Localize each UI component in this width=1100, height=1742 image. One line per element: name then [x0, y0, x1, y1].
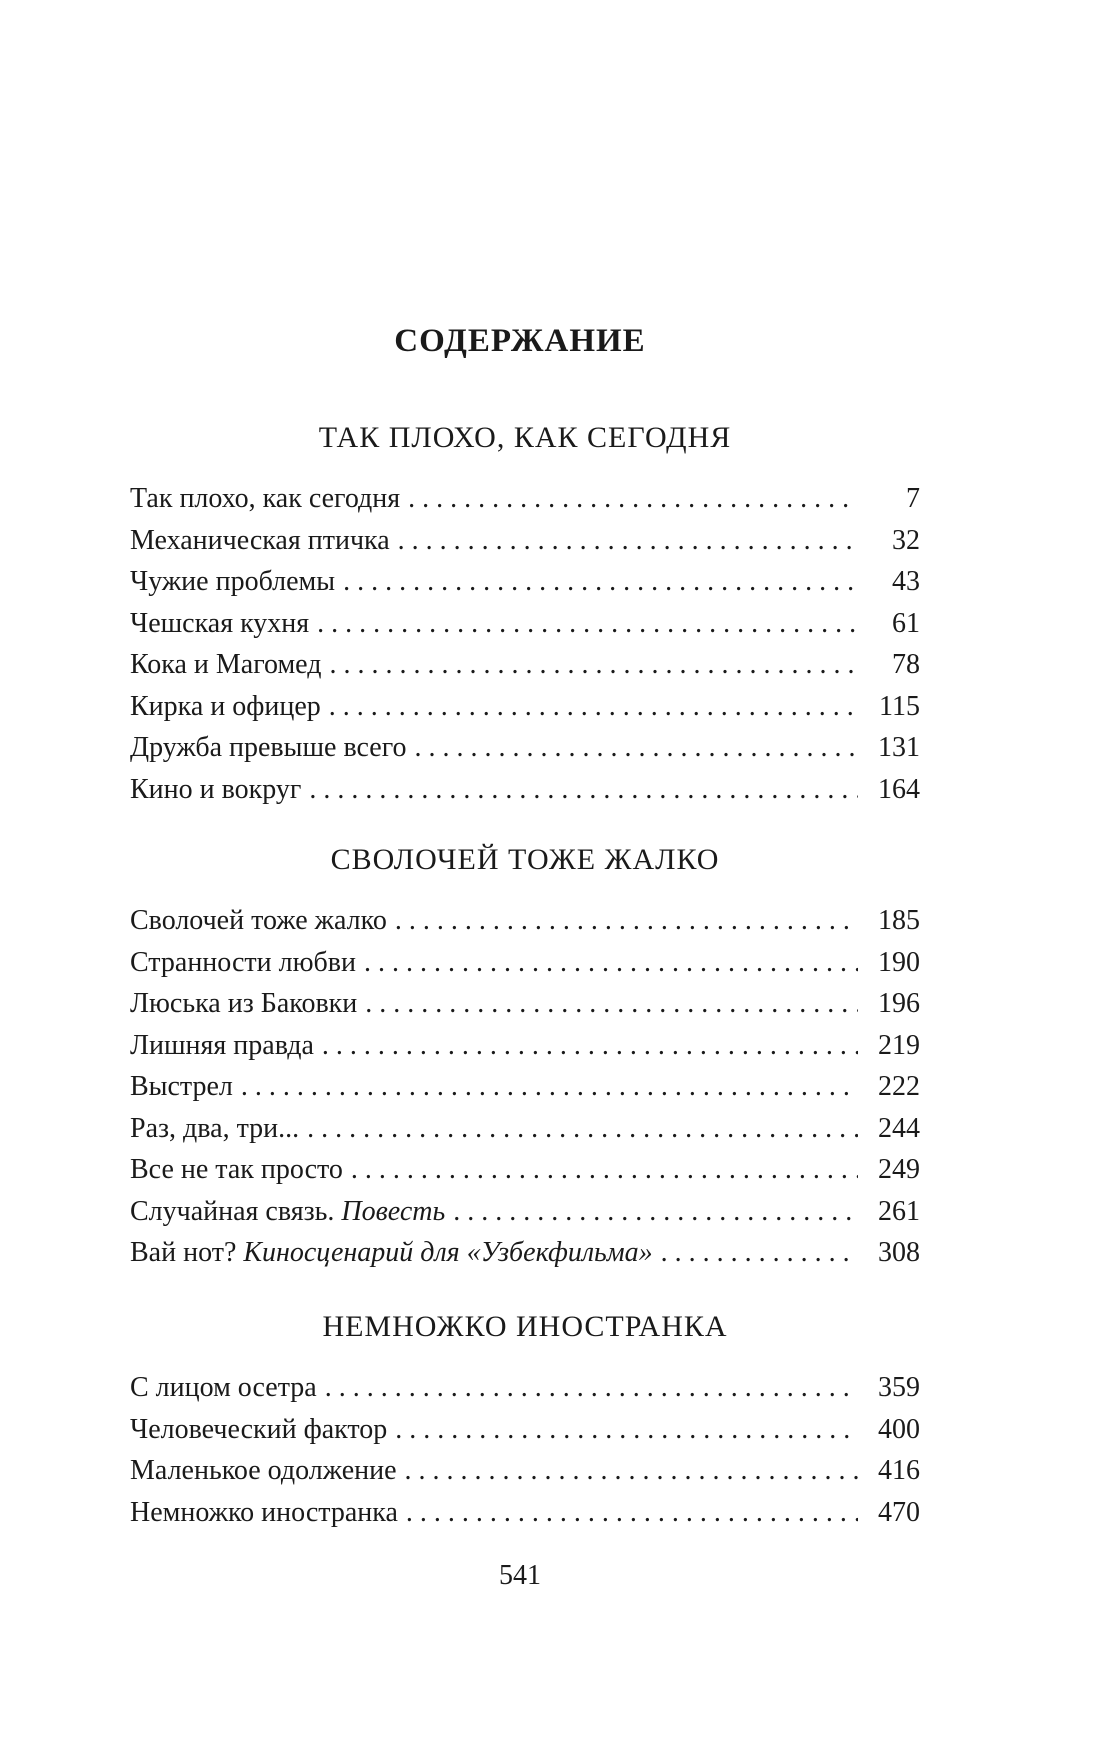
toc-entry-title: Лишняя правда	[130, 1029, 314, 1061]
toc-entry-genre-note: Киносценарий для «Узбекфильма»	[243, 1237, 653, 1268]
toc-entry-page: 261	[878, 1195, 920, 1227]
toc-entry-page: 61	[892, 607, 920, 639]
toc-entry	[130, 900, 920, 942]
toc-entry-title: Кино и вокруг	[130, 773, 302, 805]
toc-entry-title: Люська из Баковки	[130, 988, 358, 1019]
section-title: СВОЛОЧЕЙ ТОЖЕ ЖАЛКО	[330, 843, 720, 876]
toc-leader-dots	[241, 1066, 858, 1108]
toc-leader-dots	[343, 561, 858, 603]
toc-leader-dots	[325, 1367, 858, 1409]
toc-entry	[130, 769, 920, 811]
toc-leader-dots	[395, 900, 858, 942]
toc-entry	[130, 520, 920, 562]
toc-leader-dots	[317, 603, 858, 645]
toc-entry-title: Выстрел	[130, 1071, 233, 1102]
toc-entry	[130, 603, 920, 645]
toc-section-3	[130, 1307, 920, 1533]
toc-entry-page: 190	[878, 946, 920, 978]
section-title: ТАК ПЛОХО, КАК СЕГОДНЯ	[318, 421, 732, 454]
toc-entry-title: Человеческий фактор	[130, 1413, 388, 1445]
toc-entry-page: 359	[878, 1372, 920, 1403]
page-title: СОДЕРЖАНИЕ	[394, 323, 646, 359]
toc-entry	[130, 1025, 920, 1067]
toc-leader-dots	[364, 942, 858, 984]
toc-entry	[130, 1191, 920, 1233]
page-number: 541	[499, 1560, 541, 1591]
toc-entry-title: Дружба превыше всего	[130, 732, 407, 763]
toc-entry-title: Так плохо, как сегодня	[130, 483, 401, 514]
toc-entry-page: 249	[878, 1154, 920, 1185]
toc-entry-title: Вай нот? Киносценарий для «Узбекфильма»	[130, 1237, 653, 1268]
toc-entry-title: Немножко иностранка	[130, 1496, 398, 1528]
toc-leader-dots	[365, 983, 858, 1025]
toc-leader-dots	[415, 727, 859, 769]
toc-leader-dots	[309, 769, 858, 811]
toc-entry	[130, 1367, 920, 1409]
toc-entry-genre-note: Повесть	[341, 1195, 446, 1227]
toc-entry	[130, 1108, 920, 1150]
toc-entry-page: 470	[878, 1496, 920, 1528]
toc-entry-title: Кирка и офицер	[130, 690, 321, 722]
toc-section-2	[130, 840, 920, 1274]
toc-leader-dots	[398, 520, 858, 562]
toc-section-1	[130, 418, 920, 810]
toc-entry-title: Странности любви	[130, 946, 356, 978]
toc-entry-page: 244	[878, 1112, 920, 1144]
toc-entry-page: 43	[892, 566, 920, 597]
toc-entry-page: 164	[878, 773, 920, 805]
toc-entry	[130, 1409, 920, 1451]
toc-entry	[130, 983, 920, 1025]
toc-entry-page: 400	[878, 1413, 920, 1445]
toc-entry-page: 32	[892, 524, 920, 556]
toc-entry	[130, 1066, 920, 1108]
toc-entry-title: Все не так просто	[130, 1154, 343, 1185]
toc-leader-dots	[405, 1450, 858, 1492]
toc-leader-dots	[329, 644, 858, 686]
toc-entry-page: 222	[878, 1071, 920, 1102]
toc-entry-page: 196	[878, 988, 920, 1019]
toc-leader-dots	[406, 1492, 858, 1534]
toc-entry-page: 416	[878, 1455, 920, 1486]
toc-leader-dots	[395, 1409, 858, 1451]
toc-entry-page: 308	[878, 1237, 920, 1268]
toc-entry	[130, 942, 920, 984]
toc-entry-title: Сволочей тоже жалко	[130, 905, 387, 936]
toc-entry-title: Случайная связь. Повесть	[130, 1195, 446, 1227]
toc-entry	[130, 561, 920, 603]
section-title: НЕМНОЖКО ИНОСТРАНКА	[322, 1310, 728, 1343]
toc-entry	[130, 1492, 920, 1534]
toc-entry-page: 219	[878, 1029, 920, 1061]
toc-entry	[130, 478, 920, 520]
toc-entry	[130, 644, 920, 686]
toc-entry	[130, 686, 920, 728]
toc-entry-title: Чужие проблемы	[130, 566, 336, 597]
toc-entry-title: Кока и Магомед	[130, 649, 322, 680]
toc-entry-title: Чешская кухня	[130, 607, 310, 639]
toc-leader-dots	[351, 1149, 858, 1191]
toc-entry-page: 78	[892, 649, 920, 680]
toc-entry	[130, 1149, 920, 1191]
toc-entry-page: 185	[878, 905, 920, 936]
toc-entry	[130, 727, 920, 769]
toc-entry-page: 7	[906, 483, 920, 514]
toc-leader-dots	[307, 1108, 858, 1150]
toc-leader-dots	[661, 1232, 858, 1274]
toc-entry-title: Раз, два, три...	[130, 1112, 300, 1144]
toc-entry	[130, 1450, 920, 1492]
toc-leader-dots	[329, 686, 858, 728]
toc-entry-page: 131	[878, 732, 920, 763]
toc-leader-dots	[322, 1025, 858, 1067]
toc-entry-title: С лицом осетра	[130, 1372, 317, 1403]
toc-entry	[130, 1232, 920, 1274]
toc-entry-title: Маленькое одолжение	[130, 1455, 397, 1486]
toc-leader-dots	[408, 478, 858, 520]
toc-leader-dots	[453, 1191, 858, 1233]
toc-entry-page: 115	[879, 690, 920, 722]
toc-entry-title: Механическая птичка	[130, 524, 390, 556]
